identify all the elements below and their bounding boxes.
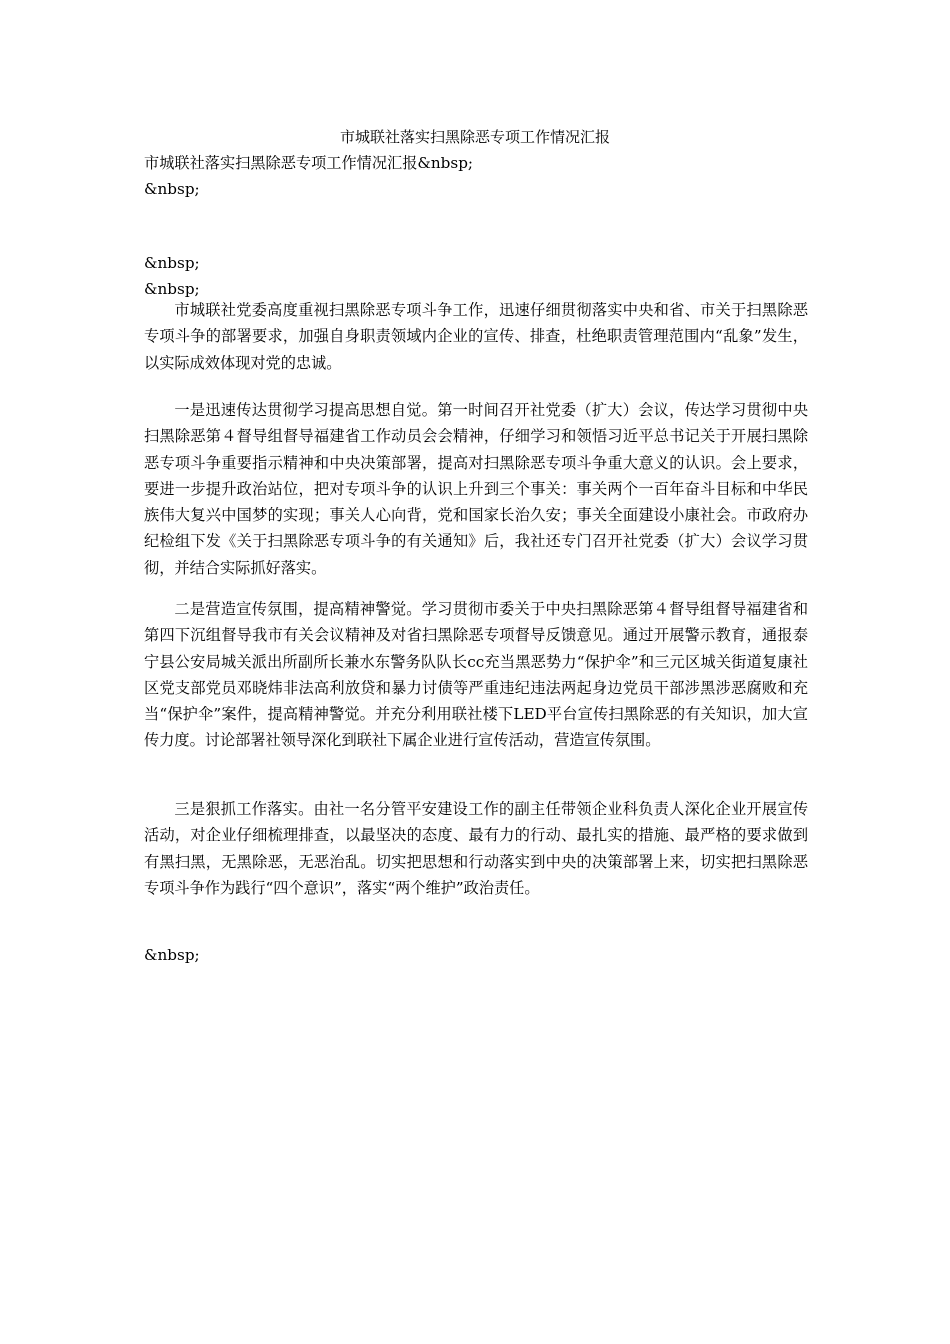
nbsp-line: &nbsp;	[144, 180, 200, 198]
document-title: 市城联社落实扫黑除恶专项工作情况汇报	[339, 128, 610, 146]
nbsp-line: &nbsp;	[144, 280, 200, 298]
paragraph-point-two: 二是营造宣传氛围，提高精神警觉。学习贯彻市委关于中央扫黑除恶第４督导组督导福建省和第四下沉组督导我市有关会议精神及对省扫黑除恶专项督导反馈意见。通过开展警示教育，通报泰宁县公安局城关派出所副所长兼水东警务队队长cc充当黑恶势力“保护伞”和三元区城关街道复康社区党支部党员邓晓炜非法高利放贷和暴力讨债等严重违纪违法两起身边党员干部涉黑涉恶腐败和充当“保护伞”案件，提高精神警觉。并充分利用联社楼下LED平台宣传扫黑除恶的有关知识，加大宣传力度。讨论部署社领导深化到联社下属企业进行宣传活动，营造宣传氛围。	[144, 600, 808, 750]
paragraph-intro: 市城联社党委高度重视扫黑除恶专项斗争工作，迅速仔细贯彻落实中央和省、市关于扫黑除恶专项斗争的部署要求，加强自身职责领域内企业的宣传、排查，杜绝职责管理范围内“乱象”发生，以实际成效体现对党的忠诚。	[144, 301, 808, 372]
heading-line-block	[144, 150, 808, 202]
end-block	[144, 942, 808, 968]
paragraph-point-three: 三是狠抓工作落实。由社一名分管平安建设工作的副主任带领企业科负责人深化企业开展宣传活动，对企业仔细梳理排查，以最坚决的态度、最有力的行动、最扎实的措施、最严格的要求做到有黑扫黑，无黑除恶，无恶治乱。切实把思想和行动落实到中央的决策部署上来，切实把扫黑除恶专项斗争作为践行“四个意识”，落实“两个维护”政治责任。	[144, 800, 808, 897]
paragraph-point-one: 一是迅速传达贯彻学习提高思想自觉。第一时间召开社党委（扩大）会议，传达学习贯彻中央扫黑除恶第４督导组督导福建省工作动员会会精神，仔细学习和领悟习近平总书记关于开展扫黑除恶专项斗争重要指示精神和中央决策部署，提高对扫黑除恶专项斗争重大意义的认识。会上要求，要进一步提升政治站位，把对专项斗争的认识上升到三个事关：事关两个一百年奋斗目标和中华民族伟大复兴中国梦的实现；事关人心向背，党和国家长治久安；事关全面建设小康社会。市政府办纪检组下发《关于扫黑除恶专项斗争的有关通知》后，我社还专门召开社党委（扩大）会议学习贯彻，并结合实际抓好落实。	[144, 401, 808, 577]
nbsp-line: &nbsp;	[144, 946, 200, 964]
heading-line: 市城联社落实扫黑除恶专项工作情况汇报&nbsp;	[144, 154, 474, 172]
spacer-block	[144, 250, 808, 302]
nbsp-line: &nbsp;	[144, 254, 200, 272]
